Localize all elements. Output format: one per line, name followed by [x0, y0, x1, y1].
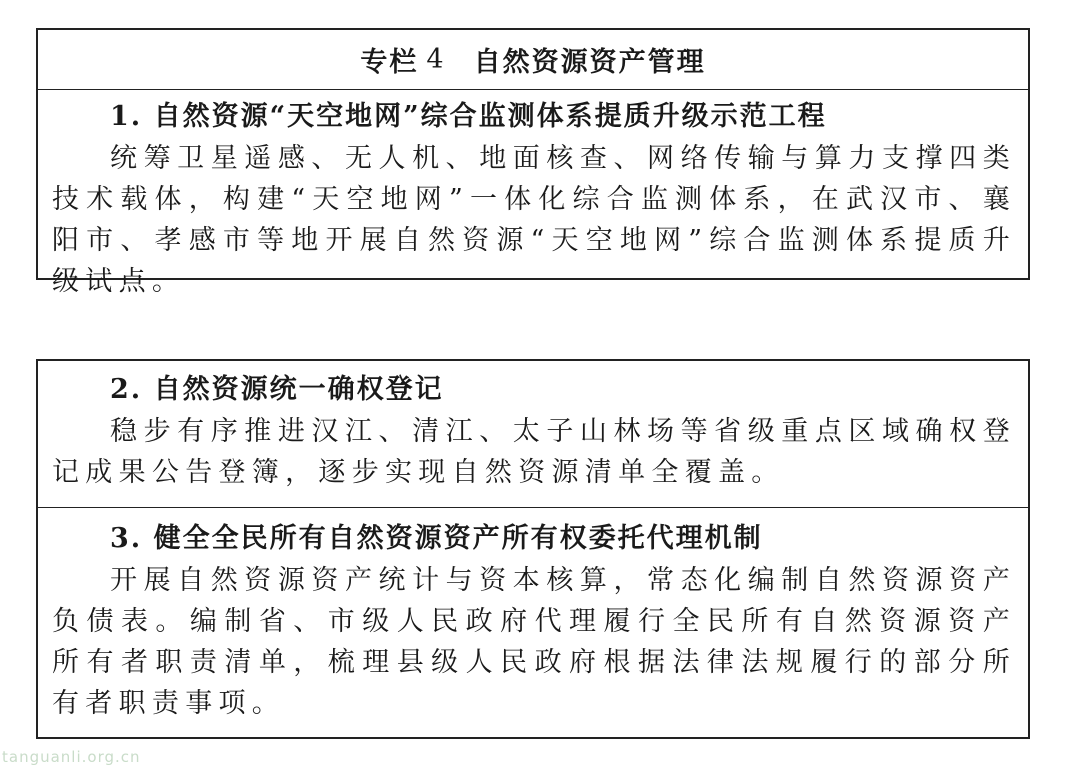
section-3-body: 开展自然资源资产统计与资本核算，常态化编制自然资源资产负债表。编制省、市级人民政府代理履行全民所有自然资源资产所有者职责清单，梳理县级人民政府根据法律法规履行的部分所有者职责事项。	[52, 565, 1016, 719]
section-3-heading: 3. 健全全民所有自然资源资产所有权委托代理机制	[110, 523, 763, 554]
column-box-4	[36, 28, 1030, 297]
section-1-heading: 1. 自然资源“天空地网”综合监测体系提质升级示范工程	[110, 101, 827, 132]
column-box-continued	[36, 359, 1030, 739]
section-2-heading: 2. 自然资源统一确权登记	[110, 374, 444, 405]
section-2	[38, 361, 1028, 507]
column-title-prefix: 专栏	[360, 47, 419, 78]
section-1-body: 统筹卫星遥感、无人机、地面核查、网络传输与算力支撑四类技术载体，构建“天空地网”一体化综合监测体系，在武汉市、襄阳市、孝感市等地开展自然资源“天空地网”综合监测体系提质升级试点。	[52, 143, 1016, 297]
section-2-body: 稳步有序推进汉江、清江、太子山林场等省级重点区域确权登记成果公告登簿，逐步实现自然资源清单全覆盖。	[52, 416, 1016, 488]
watermark: tanguanli.org.cn	[2, 748, 141, 766]
column-title-text: 自然资源资产管理	[473, 47, 706, 78]
column-title	[38, 30, 1028, 90]
column-title-number: 4	[426, 44, 446, 75]
section-3	[38, 507, 1028, 724]
section-1	[38, 90, 1028, 302]
